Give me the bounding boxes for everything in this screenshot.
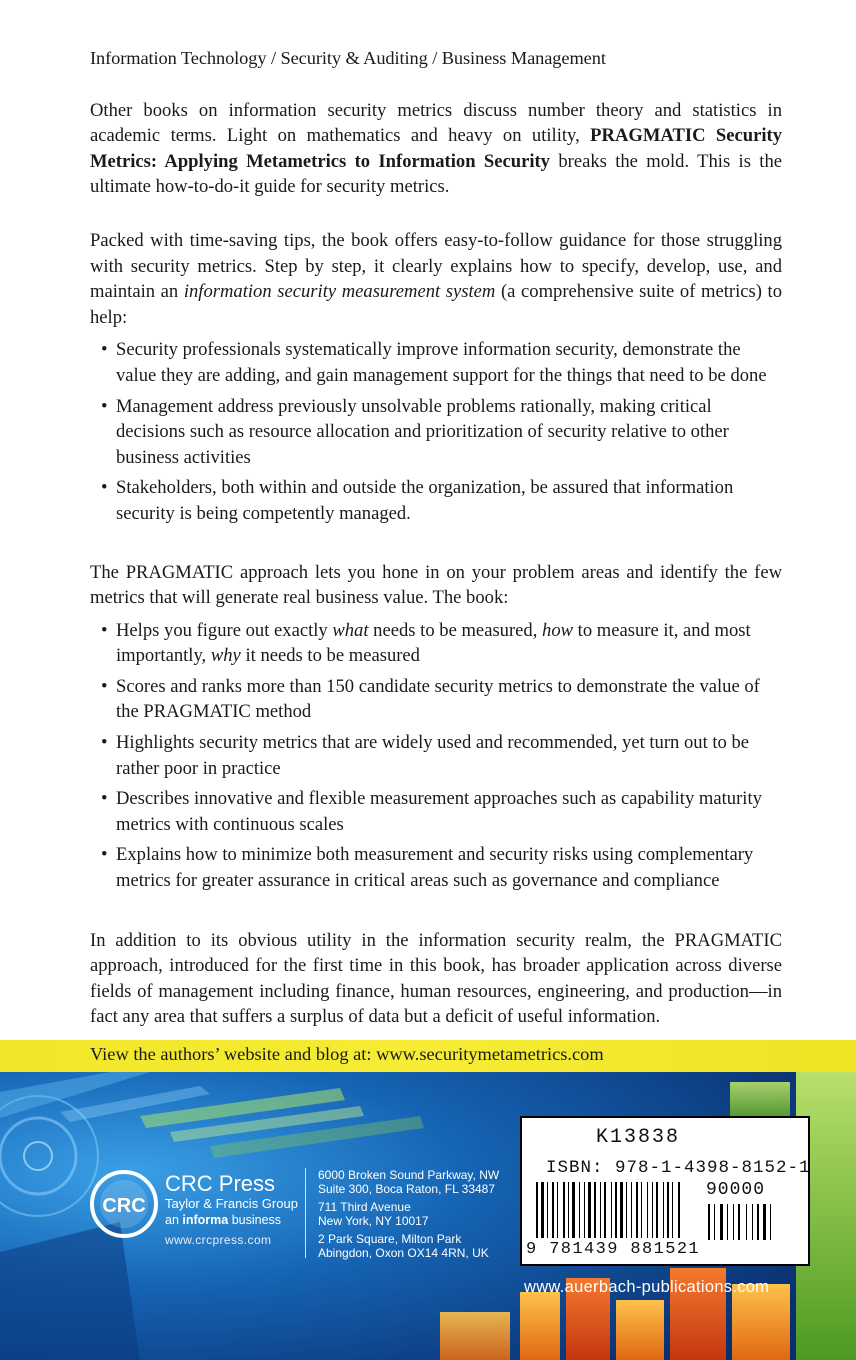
address-line: 711 Third Avenue	[318, 1200, 411, 1214]
approach-paragraph: The PRAGMATIC approach lets you hone in on your problem areas and identify the few metrics that will generate real business value. The book:	[90, 561, 782, 609]
audience-bullet-list	[90, 337, 782, 526]
barcode-graphic	[536, 1182, 796, 1242]
barcode-bar	[652, 1182, 653, 1238]
barcode-addon-bar	[746, 1204, 747, 1240]
barcode-addon-bar	[752, 1204, 753, 1240]
address-line: 6000 Broken Sound Parkway, NW	[318, 1168, 500, 1182]
barcode-addon-bar	[757, 1204, 759, 1240]
barcode-bar	[672, 1182, 673, 1238]
barcode-bar	[615, 1182, 617, 1238]
price-code: 90000	[706, 1180, 766, 1200]
barcode-bar	[636, 1182, 638, 1238]
book-title: PRAGMATIC Security Metrics: Applying Metametrics to Information Security	[90, 125, 782, 172]
imprint-url[interactable]: www.auerbach-publications.com	[524, 1278, 770, 1296]
authors-website-link[interactable]: View the authors’ website and blog at: www.securitymetametrics.com	[90, 1044, 604, 1064]
barcode-bar	[594, 1182, 596, 1238]
barcode-addon-bar	[763, 1204, 766, 1240]
cover-text	[90, 46, 782, 1030]
barcode-bar	[563, 1182, 565, 1238]
subject-category: Information Technology / Security & Auditing / Business Management	[90, 48, 606, 68]
address-line: Abingdon, Oxon OX14 4RN, UK	[318, 1246, 489, 1260]
barcode-bar	[631, 1182, 632, 1238]
barcode-bar	[663, 1182, 664, 1238]
list-item: • Helps you figure out exactly what needs to be measured, how to measure it, and most importantly, why it needs to be measured	[90, 618, 782, 669]
address-line: New York, NY 10017	[318, 1214, 429, 1228]
barcode-bar	[547, 1182, 548, 1238]
publisher-name: CRC Press	[165, 1171, 276, 1196]
barcode-bar	[611, 1182, 612, 1238]
barcode-bar	[647, 1182, 648, 1238]
barcode-addon-bar	[733, 1204, 734, 1240]
list-item: • Highlights security metrics that are widely used and recommended, yet turn out to be rather poor in practice	[90, 730, 782, 781]
barcode-bar	[656, 1182, 658, 1238]
barcode-bar	[579, 1182, 580, 1238]
barcode-bar	[552, 1182, 554, 1238]
publisher-url[interactable]: www.crcpress.com	[165, 1233, 272, 1247]
intro-paragraph: Other books on information security metrics discuss number theory and statistics in academic terms. Light on mathematics and heavy on utility, PRAGMATIC Security Metrics: Applying Metametrics to Information Security breaks the mold. This is the ultimate how-to-do-it guide for security metrics.	[90, 99, 782, 198]
barcode-bar	[572, 1182, 575, 1238]
crc-logo-mark: CRC	[102, 1195, 146, 1217]
barcode-addon-bar	[714, 1204, 715, 1240]
barcode-bar	[604, 1182, 606, 1238]
barcode-addon-bar	[720, 1204, 723, 1240]
list-item: • Security professionals systematically improve information security, demonstrate the value they are adding, and gain management support for the things that need to be done	[90, 337, 782, 388]
barcode-addon-bar	[738, 1204, 740, 1240]
barcode-bar	[568, 1182, 569, 1238]
address-divider	[305, 1168, 306, 1258]
barcode-bar	[588, 1182, 591, 1238]
list-item: • Describes innovative and flexible measurement approaches such as capability maturity metrics with continuous scales	[90, 786, 782, 837]
publisher-block	[165, 1172, 298, 1228]
crc-logo-icon	[88, 1168, 160, 1240]
publisher-business: an informa business	[165, 1213, 282, 1227]
barcode-bar	[678, 1182, 680, 1238]
address-line: 2 Park Square, Milton Park	[318, 1232, 462, 1246]
barcode-bar	[641, 1182, 642, 1238]
publisher-addresses	[318, 1168, 499, 1260]
overview-paragraph: Packed with time-saving tips, the book offers easy-to-follow guidance for those struggling with security metrics. Step by step, it clearly explains how to specify, develop, use, and maintain an information security measurement system (a comprehensive suite of metrics) to help:	[90, 229, 782, 328]
barcode-bar	[620, 1182, 623, 1238]
list-item: • Scores and ranks more than 150 candidate security metrics to demonstrate the value of the PRAGMATIC method	[90, 674, 782, 725]
barcode-bar	[626, 1182, 627, 1238]
barcode-bar	[584, 1182, 585, 1238]
product-code: K13838	[596, 1126, 681, 1149]
isbn-number: ISBN: 978-1-4398-8152-1	[546, 1158, 811, 1178]
list-item: • Stakeholders, both within and outside the organization, be assured that information security is being competently managed.	[90, 475, 782, 526]
barcode-addon-bar	[727, 1204, 728, 1240]
features-bullet-list	[90, 618, 782, 894]
barcode-bar	[667, 1182, 669, 1238]
closing-paragraph: In addition to its obvious utility in the information security realm, the PRAGMATIC approach, introduced for the first time in this book, has broader application across diverse fields of management including finance, human resources, engineering, and production—in fact any area that suffers a surplus of data but a deficit of useful information.	[90, 929, 782, 1028]
barcode-bar	[557, 1182, 558, 1238]
barcode-addon-bar	[708, 1204, 710, 1240]
barcode-bar	[536, 1182, 538, 1238]
barcode-addon-bar	[770, 1204, 771, 1240]
barcode-bar	[600, 1182, 601, 1238]
barcode-bar	[541, 1182, 544, 1238]
list-item: • Explains how to minimize both measurement and security risks using complementary metrics for greater assurance in critical areas such as governance and compliance	[90, 842, 782, 893]
publisher-group: Taylor & Francis Group	[165, 1196, 298, 1211]
barcode-number: 9 781439 881521	[526, 1240, 701, 1259]
list-item: • Management address previously unsolvable problems rationally, making critical decisions such as resource allocation and prioritization of security relative to other business activities	[90, 394, 782, 471]
address-line: Suite 300, Boca Raton, FL 33487	[318, 1182, 496, 1196]
